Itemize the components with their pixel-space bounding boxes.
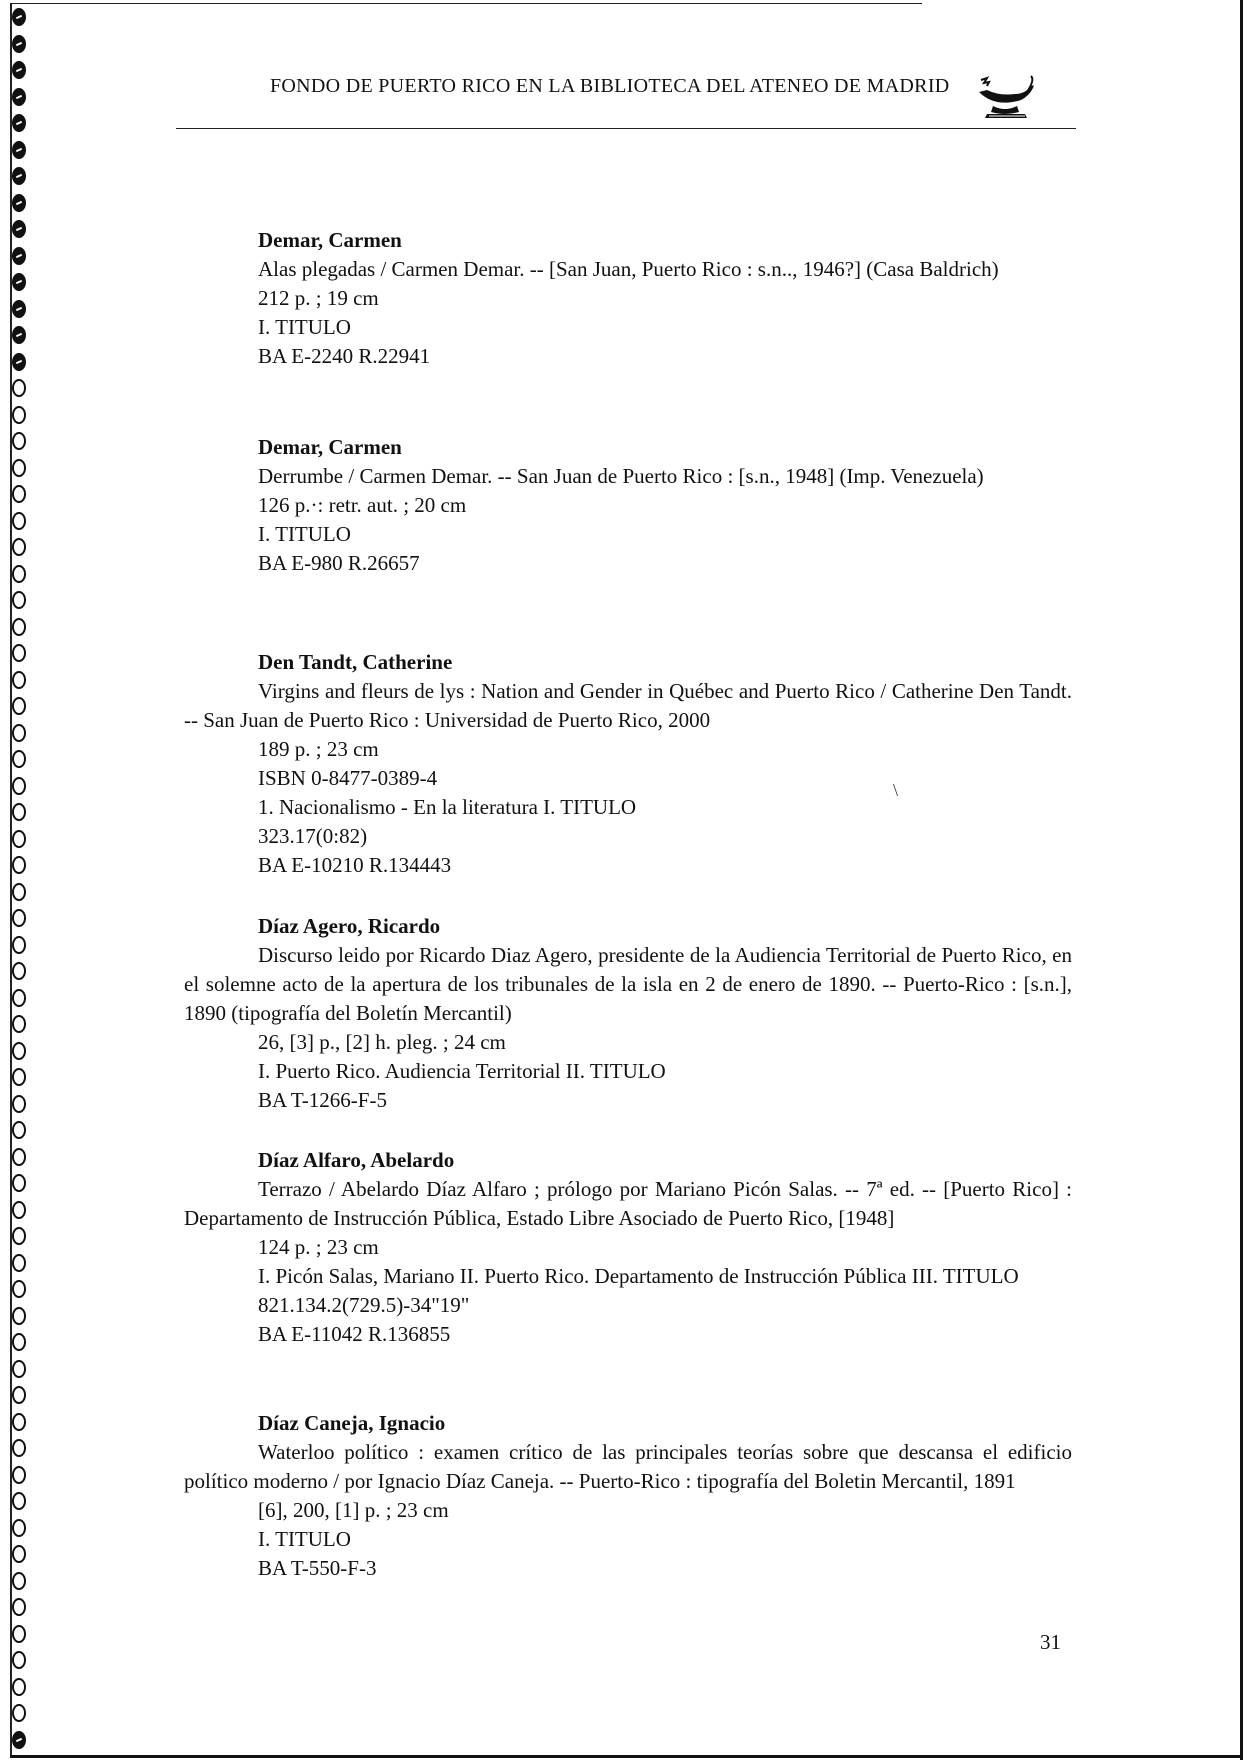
entry-description: Waterloo político : examen crítico de las principales teorías sobre que descansa el edificio político moderno / por Ignacio Díaz Caneja. -- Puerto-Rico : tipografía del Boletin Mercantil, 1891 [184,1440,1072,1493]
binder-hole [12,1731,26,1749]
binder-hole [12,989,26,1007]
binder-hole [12,1121,26,1139]
entry-author: Díaz Alfaro, Abelardo [258,1148,455,1172]
binder-hole [12,114,26,132]
entry-author: Demar, Carmen [258,435,402,459]
binder-hole [12,167,26,185]
binder-holes [12,8,34,1758]
binder-hole [12,962,26,980]
binder-hole [12,1333,26,1351]
binder-hole [12,61,26,79]
catalog-entry [184,912,1072,1115]
binder-hole [12,1042,26,1060]
entry-author: Díaz Agero, Ricardo [258,914,441,938]
binder-hole [12,1519,26,1537]
entry-subject: I. TITULO [258,522,351,546]
binder-hole [12,1095,26,1113]
entry-physical: 212 p. ; 19 cm [258,286,379,310]
entry-shelfmark: BA T-550-F-3 [258,1556,377,1580]
binder-hole [12,671,26,689]
binder-hole [12,194,26,212]
binder-hole [12,724,26,742]
entry-description: Discurso leido por Ricardo Diaz Agero, presidente de la Audiencia Territorial de Puerto Rico, en el solemne acto de la apertura de los tribunales de la isla en 2 de enero de 1890. -- Puerto-Rico : [s.n.], 1890 (tipografía del Boletín Mercantil) [184,943,1072,1025]
page-number: 31 [1040,1630,1061,1654]
binder-hole [12,8,26,26]
entry-description: Virgins and fleurs de lys : Nation and Gender in Québec and Puerto Rico / Catherine Den Tandt. -- San Juan de Puerto Rico : Universidad de Puerto Rico, 2000 [184,679,1072,732]
binder-hole [12,1307,26,1325]
binder-hole [12,1068,26,1086]
entry-shelfmark: BA T-1266-F-5 [258,1088,387,1112]
entry-classification: 821.134.2(729.5)-34"19" [258,1293,470,1317]
entry-physical: [6], 200, [1] p. ; 23 cm [258,1498,449,1522]
binder-hole [12,353,26,371]
binder-hole [12,618,26,636]
binder-hole [12,35,26,53]
oil-lamp-icon [975,70,1037,122]
catalog-entry [184,433,1072,578]
binder-hole [12,1545,26,1563]
entry-subject: 1. Nacionalismo - En la literatura I. TITULO [258,795,637,819]
binder-hole [12,1148,26,1166]
entry-subject: I. TITULO [258,1527,351,1551]
catalog-entry [184,226,1072,371]
entry-shelfmark: BA E-11042 R.136855 [258,1322,451,1346]
entry-physical: 126 p.·: retr. aut. ; 20 cm [258,493,467,517]
binder-hole [12,1651,26,1669]
binder-hole [12,644,26,662]
binder-hole [12,1625,26,1643]
entry-description: Derrumbe / Carmen Demar. -- San Juan de Puerto Rico : [s.n., 1948] (Imp. Venezuela) [258,464,984,488]
binder-hole [12,777,26,795]
header-rule [176,128,1076,129]
binder-hole [12,1201,26,1219]
binder-hole [12,1360,26,1378]
entry-isbn: ISBN 0-8477-0389-4 [258,766,438,790]
binder-hole [12,1704,26,1722]
binder-hole [12,432,26,450]
entry-subject: I. Picón Salas, Mariano II. Puerto Rico. Departamento de Instrucción Pública III. TITULO [258,1264,1019,1288]
binder-hole [12,459,26,477]
binder-hole [12,750,26,768]
entry-physical: 124 p. ; 23 cm [258,1235,379,1259]
binder-hole [12,512,26,530]
binder-hole [12,300,26,318]
binder-hole [12,1015,26,1033]
entry-shelfmark: BA E-2240 R.22941 [258,344,431,368]
binder-hole [12,379,26,397]
entry-physical: 189 p. ; 23 cm [258,737,379,761]
binder-hole [12,1227,26,1245]
entry-subject: I. Puerto Rico. Audiencia Territorial II. TITULO [258,1059,666,1083]
entry-subject: I. TITULO [258,315,351,339]
binder-hole [12,591,26,609]
entry-author: Den Tandt, Catherine [258,650,453,674]
entry-shelfmark: BA E-10210 R.134443 [258,853,452,877]
binder-hole [12,909,26,927]
binder-hole [12,697,26,715]
binder-hole [12,803,26,821]
binder-hole [12,1254,26,1272]
page-bottom-border [10,1755,1243,1758]
binder-hole [12,936,26,954]
binder-hole [12,1572,26,1590]
page-header-title: FONDO DE PUERTO RICO EN LA BIBLIOTECA DEL ATENEO DE MADRID [270,75,950,97]
binder-hole [12,883,26,901]
binder-hole [12,1439,26,1457]
catalog-entry [184,648,1072,880]
entry-shelfmark: BA E-980 R.26657 [258,551,420,575]
binder-hole [12,565,26,583]
binder-hole [12,88,26,106]
binder-hole [12,538,26,556]
binder-hole [12,273,26,291]
binder-hole [12,830,26,848]
binder-hole [12,1598,26,1616]
binder-hole [12,220,26,238]
entry-classification: 323.17(0:82) [258,824,368,848]
entry-author: Demar, Carmen [258,228,402,252]
catalog-entry [184,1409,1072,1583]
binder-hole [12,1280,26,1298]
binder-hole [12,247,26,265]
catalog-entry [184,1146,1072,1349]
binder-hole [12,1678,26,1696]
entry-description: Terrazo / Abelardo Díaz Alfaro ; prólogo por Mariano Picón Salas. -- 7ª ed. -- [Puerto Rico] : Departamento de Instrucción Pública, Estado Libre Asociado de Puerto Rico, [1948] [184,1177,1072,1230]
stray-mark: \ [893,780,899,800]
binder-hole [12,1413,26,1431]
binder-hole [12,1492,26,1510]
entry-description: Alas plegadas / Carmen Demar. -- [San Juan, Puerto Rico : s.n.., 1946?] (Casa Baldrich) [258,257,999,281]
binder-hole [12,1386,26,1404]
binder-hole [12,1174,26,1192]
binder-hole [12,1466,26,1484]
page-right-border [1240,0,1243,1760]
entry-author: Díaz Caneja, Ignacio [258,1411,446,1435]
binder-hole [12,141,26,159]
binder-hole [12,406,26,424]
binder-hole [12,485,26,503]
binder-hole [12,326,26,344]
binder-hole [12,856,26,874]
page-top-border [12,3,922,4]
entry-physical: 26, [3] p., [2] h. pleg. ; 24 cm [258,1030,506,1054]
